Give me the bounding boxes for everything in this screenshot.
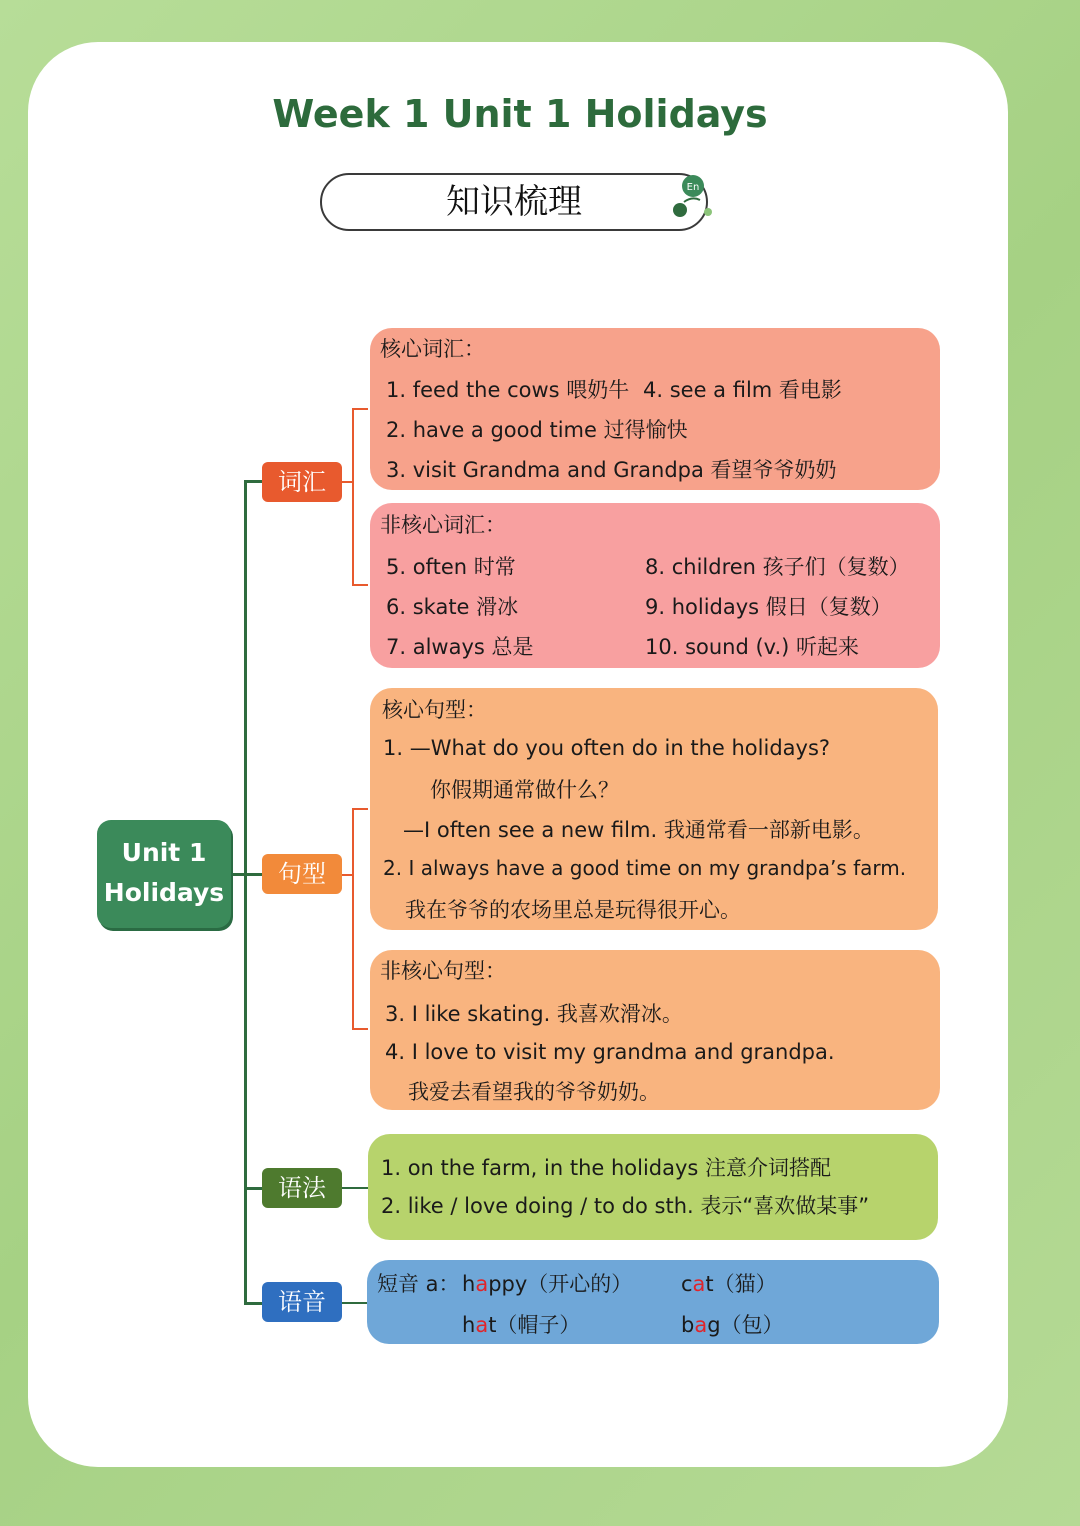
page-title: Week 1 Unit 1 Holidays <box>272 92 768 136</box>
vocab-item: 10. sound (v.) 听起来 <box>645 635 860 659</box>
sentence-noncore-box <box>370 950 940 1110</box>
tag-sentence: 句型 <box>262 854 342 894</box>
sentence-line: —I often see a new film. 我通常看一部新电影。 <box>403 818 874 842</box>
vocab-item: 3. visit Grandma and Grandpa 看望爷爷奶奶 <box>386 458 837 482</box>
phonics-connector <box>244 1302 262 1305</box>
root-node <box>97 820 231 928</box>
en-badge-text: En <box>686 182 700 193</box>
vocab-item: 5. often 时常 <box>386 555 516 579</box>
sentence-line: 2. I always have a good time on my grandpa’s farm. <box>383 856 907 880</box>
phonics-word: bag（包） <box>681 1313 784 1337</box>
sentence-line: 你假期通常做什么？ <box>430 778 619 802</box>
vocab-item: 6. skate 滑冰 <box>386 595 519 619</box>
vocab-noncore-heading: 非核心词汇： <box>380 513 506 537</box>
sentence-line: 1. —What do you often do in the holidays? <box>383 736 831 760</box>
section-label: 知识梳理 <box>320 173 708 231</box>
vocab-core-box <box>370 328 940 490</box>
vocab-item: 7. always 总是 <box>386 635 534 659</box>
tag-phonics: 语音 <box>262 1282 342 1322</box>
sentence-connector <box>244 873 262 876</box>
vocab-core-heading: 核心词汇： <box>380 337 485 361</box>
sentence-bracket <box>352 808 368 1030</box>
root-line1: Unit 1 <box>121 838 207 867</box>
sentence-line: 我爱去看望我的爷爷奶奶。 <box>408 1080 660 1104</box>
grammar-line: 2. like / love doing / to do sth. 表示“喜欢做某事” <box>381 1194 870 1218</box>
vocab-bracket <box>352 408 368 586</box>
grammar-tag-link <box>342 1187 368 1189</box>
sentence-line: 3. I like skating. 我喜欢滑冰。 <box>385 1002 683 1026</box>
tag-vocab: 词汇 <box>262 462 342 502</box>
vocab-item: 8. children 孩子们（复数） <box>645 555 910 579</box>
vocab-item: 1. feed the cows 喂奶牛 <box>386 378 630 402</box>
phonics-box <box>367 1260 939 1344</box>
sentence-core-box <box>370 688 938 930</box>
sentence-core-heading: 核心句型： <box>382 698 487 722</box>
root-line2: Holidays <box>103 878 225 907</box>
grammar-connector <box>244 1187 262 1190</box>
grammar-line: 1. on the farm, in the holidays 注意介词搭配 <box>381 1156 832 1180</box>
grammar-box <box>368 1134 938 1240</box>
phonics-word: cat（猫） <box>681 1272 777 1296</box>
sentence-line: 我在爷爷的农场里总是玩得很开心。 <box>405 898 741 922</box>
vocab-item: 2. have a good time 过得愉快 <box>386 418 688 442</box>
phonics-tag-link <box>342 1302 368 1304</box>
vocab-noncore-box <box>370 503 940 668</box>
tree-trunk <box>244 480 247 1305</box>
vocab-tag-link <box>342 481 354 483</box>
tag-grammar: 语法 <box>262 1168 342 1208</box>
sentence-noncore-heading: 非核心句型： <box>380 959 506 983</box>
sentence-line: 4. I love to visit my grandma and grandpa. <box>385 1040 835 1064</box>
vocab-connector <box>244 480 262 483</box>
sentence-tag-link <box>342 874 354 876</box>
phonics-word: happy（开心的） <box>462 1272 633 1296</box>
vocab-item: 9. holidays 假日（复数） <box>645 595 892 619</box>
phonics-word: hat（帽子） <box>462 1313 581 1337</box>
vocab-item: 4. see a film 看电影 <box>643 378 842 402</box>
en-leaf-icon <box>672 172 714 218</box>
phonics-label: 短音 a： <box>377 1272 460 1296</box>
